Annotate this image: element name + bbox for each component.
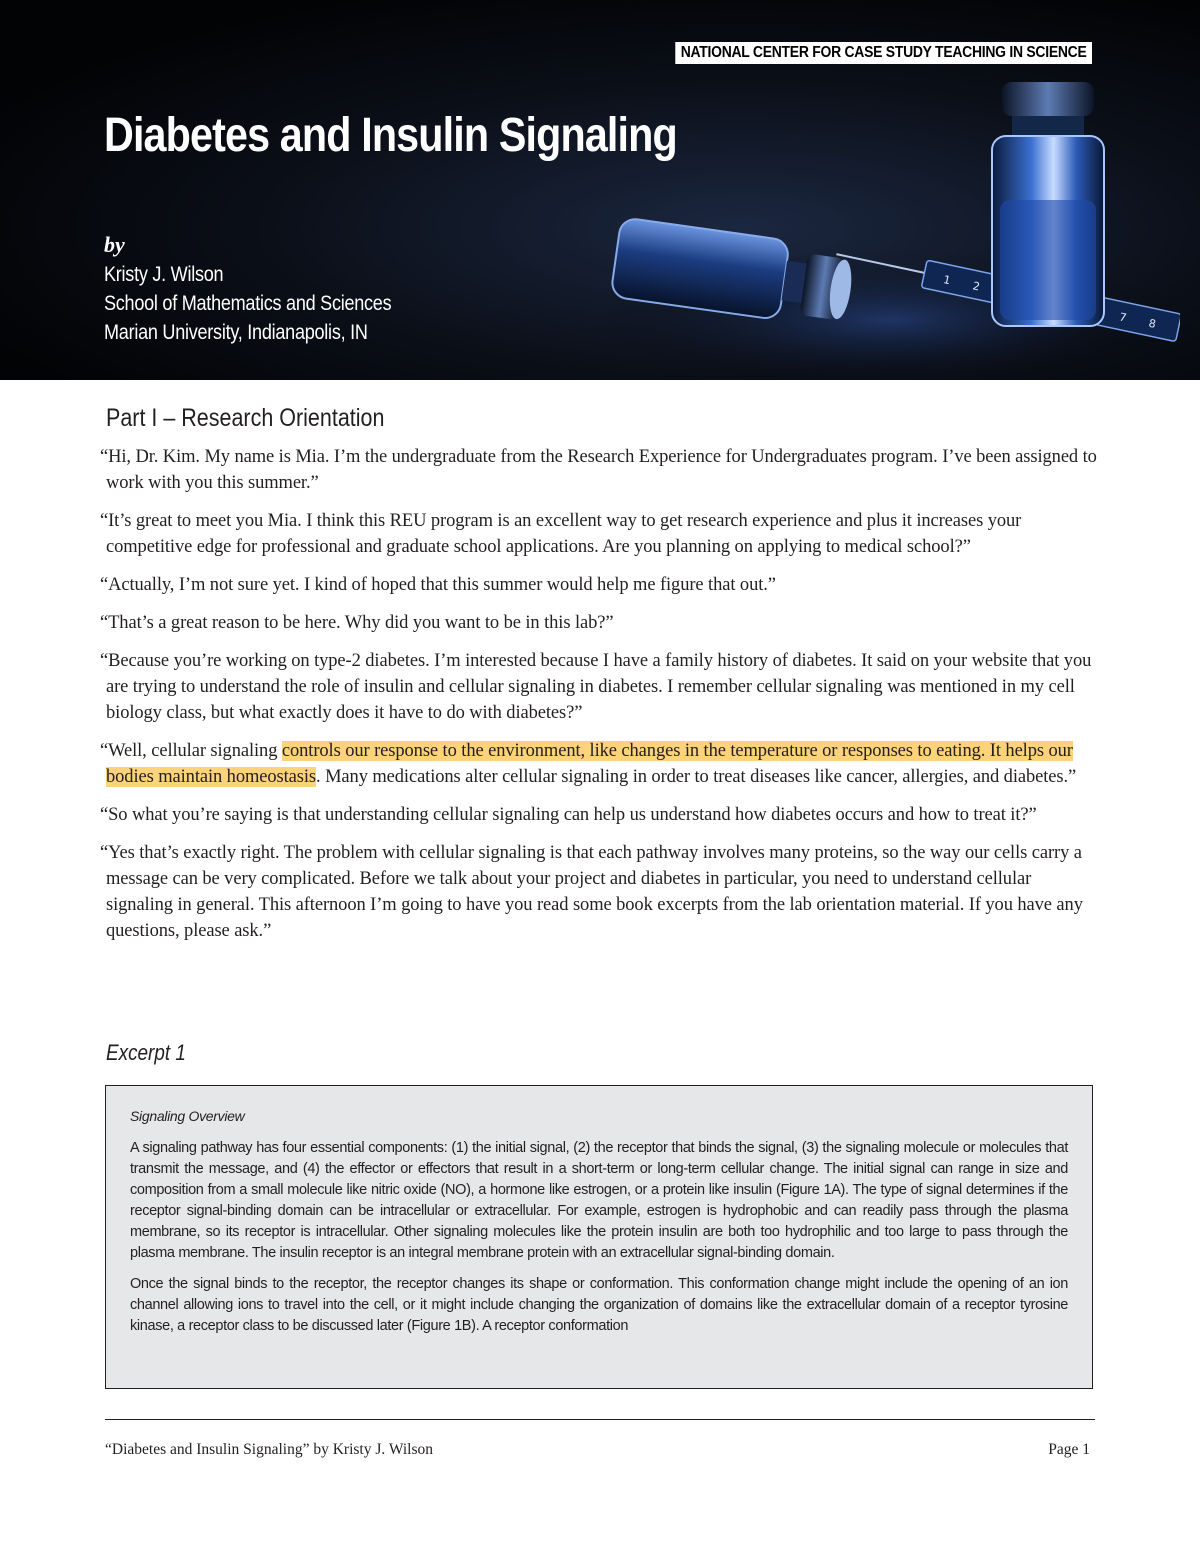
dialogue-paragraph: “Actually, I’m not sure yet. I kind of hoped that this summer would help me figure that out.” [100, 575, 776, 595]
svg-text:1: 1 [942, 273, 952, 288]
dialogue-paragraph: “That’s a great reason to be here. Why did you want to be in this lab?” [100, 613, 614, 633]
case-title: Diabetes and Insulin Signaling [104, 109, 677, 162]
footer-citation: “Diabetes and Insulin Signaling” by Kristy J. Wilson [105, 1441, 433, 1458]
org-name: NATIONAL CENTER FOR CASE STUDY TEACHING IN SCIENCE [675, 42, 1092, 64]
text-before-highlight: “Well, cellular signaling [100, 741, 282, 761]
excerpt-box [105, 1085, 1093, 1389]
svg-text:7: 7 [1118, 310, 1128, 325]
author-institution: Marian University, Indianapolis, IN [104, 321, 368, 344]
author-department: School of Mathematics and Sciences [104, 292, 392, 315]
excerpt-subtitle: Signaling Overview [130, 1108, 245, 1124]
dialogue-paragraph-highlighted [100, 738, 1100, 790]
text-after-highlight: . Many medications alter cellular signaling in order to treat diseases like cancer, allergies, and diabetes.” [316, 767, 1077, 787]
dialogue-paragraph: “Hi, Dr. Kim. My name is Mia. I’m the undergraduate from the Research Experience for Undergraduates program. I’ve been assigned to work with you this summer.” [100, 447, 1097, 493]
author-name: Kristy J. Wilson [104, 263, 224, 286]
excerpt-paragraph: A signaling pathway has four essential components: (1) the initial signal, (2) the receptor that binds the signal, (3) the signaling molecule or molecules that transmit the message, and (4) the effector or effectors that result in a short-term or long-term cellular change. The initial signal can range in size and composition from a small molecule like nitric oxide (NO), a hormone like estrogen, or a protein like insulin (Figure 1A). The type of signal determines if the receptor signal-binding domain can be intracellular or extracellular. For example, estrogen is hydrophobic and can readily pass through the plasma membrane, so its receptor is intracellular. Other signaling molecules like the protein insulin are both too hydrophilic and too large to pass through the plasma membrane. The insulin receptor is an integral membrane protein with an extracellular signal-binding domain. [130, 1140, 1068, 1261]
excerpt-paragraph: Once the signal binds to the receptor, the receptor changes its shape or conformation. This conformation change might include the opening of an ion channel allowing ions to travel into the cell, or it might include changing the organization of domains like the extracellular domain of a receptor tyrosine kinase, a receptor class to be discussed later (Figure 1B). A receptor conformation [130, 1276, 1068, 1334]
dialogue-paragraph: “Yes that’s exactly right. The problem with cellular signaling is that each pathway involves many proteins, so the way our cells carry a message can be very complicated. Before we talk about your project and diabetes in particular, you need to understand cellular signaling in general. This afternoon I’m going to have you read some book excerpts from the lab orientation material. If you have any questions, please ask.” [100, 843, 1083, 941]
dialogue [100, 444, 1100, 956]
footer-divider [105, 1419, 1095, 1420]
dialogue-paragraph: “Because you’re working on type-2 diabetes. I’m interested because I have a family history of diabetes. It said on your website that you are trying to understand the role of insulin and cellular signaling in diabetes. I remember cellular signaling was mentioned in my cell biology class, but what exactly does it have to do with diabetes?” [100, 651, 1092, 723]
section-title: Part I – Research Orientation [106, 404, 385, 432]
svg-text:2: 2 [971, 279, 982, 294]
dialogue-paragraph: “So what you’re saying is that understanding cellular signaling can help us understand how diabetes occurs and how to treat it?” [100, 805, 1037, 825]
dialogue-paragraph: “It’s great to meet you Mia. I think this REU program is an excellent way to get research experience and plus it increases your competitive edge for professional and graduate school applications. Are you planning on applying to medical school?” [100, 511, 1022, 557]
by-label: by [104, 232, 125, 257]
page-number: Page 1 [1048, 1441, 1090, 1458]
svg-text:8: 8 [1147, 316, 1158, 331]
byline [104, 230, 438, 347]
highlighted-text: controls our response to the environment, like changes in the temperature or responses to eating. It helps our bodies maintain homeostasis [106, 741, 1073, 787]
excerpt-title: Excerpt 1 [106, 1040, 186, 1065]
header-banner [0, 0, 1200, 380]
